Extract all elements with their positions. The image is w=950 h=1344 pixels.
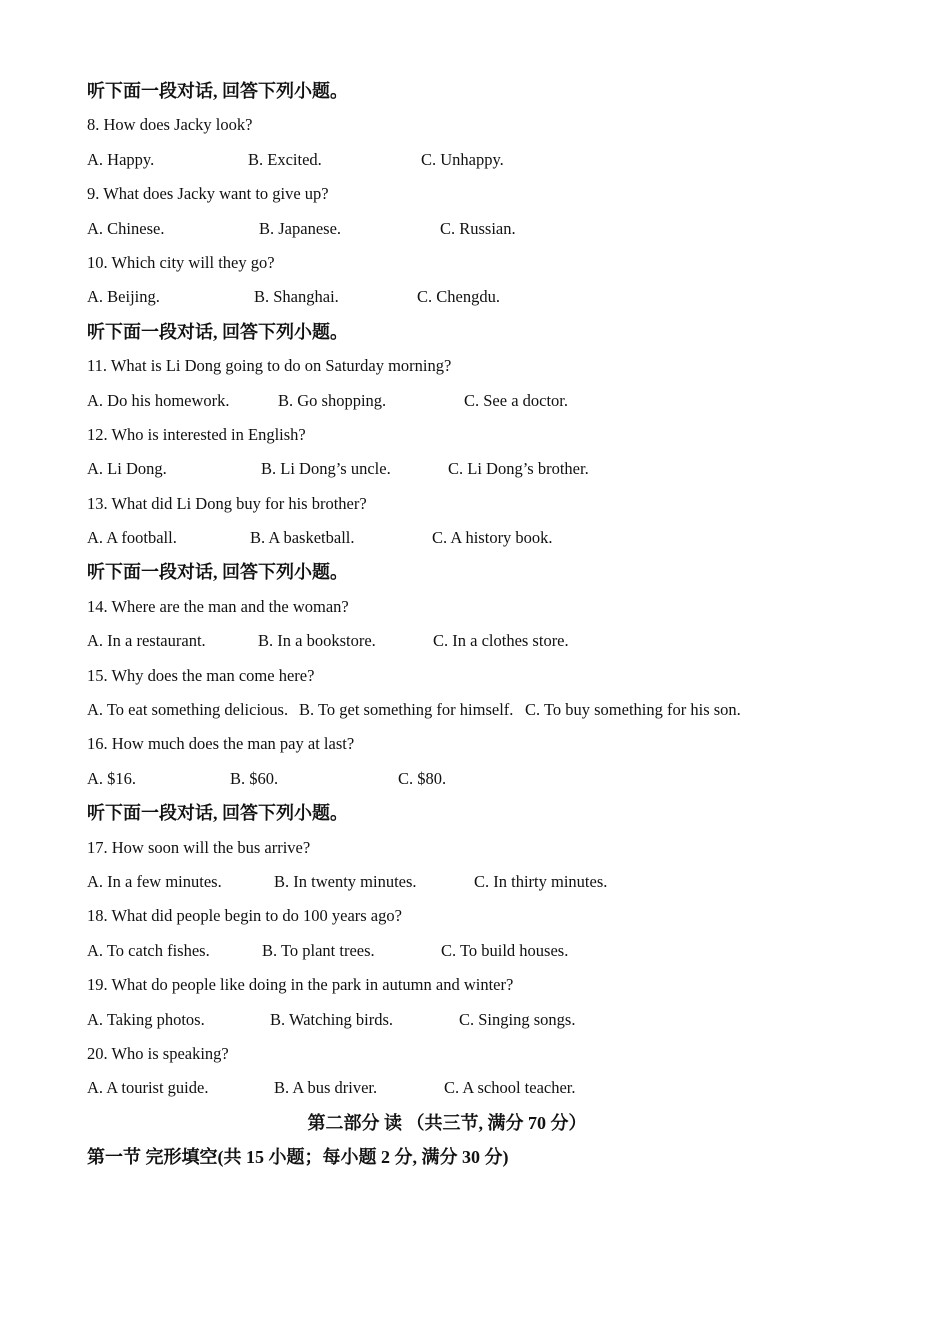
question-text: 14. Where are the man and the woman?: [87, 596, 349, 616]
question-text: 11. What is Li Dong going to do on Saturday morning?: [87, 356, 452, 376]
option-a: A. In a restaurant.: [87, 631, 206, 651]
section-heading: 听下面一段对话, 回答下列小题。: [87, 321, 348, 342]
options-row: [87, 452, 887, 486]
option-b: B. Watching birds.: [270, 1009, 394, 1029]
option-a: A. Happy.: [87, 149, 155, 169]
question-text: 19. What do people like doing in the park in autumn and winter?: [87, 975, 514, 995]
option-c: C. In a clothes store.: [433, 631, 569, 651]
option-b: B. $60.: [230, 768, 279, 788]
options-row: [87, 521, 887, 555]
options-row: [87, 1003, 887, 1037]
option-c: C. To build houses.: [441, 940, 569, 960]
option-b: B. Go shopping.: [278, 390, 387, 410]
option-b: B. Japanese.: [259, 218, 342, 238]
section-heading: 听下面一段对话, 回答下列小题。: [87, 81, 348, 101]
option-a: A. Li Dong.: [87, 459, 167, 479]
question-text: 10. Which city will they go?: [87, 252, 275, 272]
option-b: B. Shanghai.: [254, 287, 339, 307]
question-text: 8. How does Jacky look?: [87, 115, 253, 135]
document-page: [87, 74, 887, 1175]
question-text: 12. Who is interested in English?: [87, 424, 306, 444]
option-a: A. $16.: [87, 768, 137, 788]
option-b: B. To get something for himself.: [299, 700, 514, 720]
option-b: B. A basketball.: [250, 528, 355, 548]
options-row: [87, 212, 887, 246]
option-a: A. Chinese.: [87, 218, 165, 238]
option-b: B. In twenty minutes.: [274, 871, 417, 891]
option-a: A. To eat something delicious.: [87, 700, 289, 720]
option-c: C. $80.: [398, 768, 447, 788]
option-b: B. In a bookstore.: [258, 631, 376, 651]
option-a: A. Taking photos.: [87, 1009, 205, 1029]
option-c: C. Unhappy.: [421, 149, 504, 169]
option-c: C. Singing songs.: [459, 1009, 576, 1029]
options-row: [87, 934, 887, 968]
question-text: 13. What did Li Dong buy for his brother?: [87, 493, 367, 513]
option-c: C. A history book.: [432, 528, 553, 548]
option-b: B. To plant trees.: [262, 940, 375, 960]
question-text: 17. How soon will the bus arrive?: [87, 837, 311, 857]
option-a: A. Beijing.: [87, 287, 160, 307]
options-row: [87, 384, 887, 418]
option-c: C. Russian.: [440, 218, 516, 238]
option-a: A. A football.: [87, 528, 177, 548]
part-two-title: 第二部分 读 （共三节, 满分 70 分）: [307, 1112, 587, 1133]
option-c: C. A school teacher.: [444, 1078, 576, 1098]
option-c: C. See a doctor.: [464, 390, 569, 410]
question-text: 20. Who is speaking?: [87, 1043, 229, 1063]
options-row: [87, 693, 887, 727]
options-row: [87, 143, 887, 177]
option-a: A. To catch fishes.: [87, 940, 210, 960]
section-heading: 听下面一段对话, 回答下列小题。: [87, 803, 348, 824]
question-text: 15. Why does the man come here?: [87, 665, 315, 685]
options-row: [87, 1071, 887, 1105]
option-b: B. A bus driver.: [274, 1078, 378, 1098]
question-text: 9. What does Jacky want to give up?: [87, 184, 329, 204]
section-one-title: 第一节 完形填空(共 15 小题；每小题 2 分, 满分 30 分): [87, 1147, 509, 1168]
option-c: C. Li Dong’s brother.: [448, 459, 589, 479]
question-text: 18. What did people begin to do 100 years ago?: [87, 906, 402, 926]
options-row: [87, 762, 887, 796]
options-row: [87, 280, 887, 314]
option-a: A. A tourist guide.: [87, 1078, 209, 1098]
option-c: C. Chengdu.: [417, 287, 500, 307]
option-b: B. Li Dong’s uncle.: [261, 459, 391, 479]
option-a: A. Do his homework.: [87, 390, 230, 410]
option-c: C. In thirty minutes.: [474, 871, 608, 891]
option-a: A. In a few minutes.: [87, 871, 222, 891]
section-heading: 听下面一段对话, 回答下列小题。: [87, 562, 348, 583]
options-row: [87, 624, 887, 658]
options-row: [87, 865, 887, 899]
question-text: 16. How much does the man pay at last?: [87, 734, 355, 754]
option-b: B. Excited.: [248, 149, 322, 169]
option-c: C. To buy something for his son.: [525, 700, 741, 720]
